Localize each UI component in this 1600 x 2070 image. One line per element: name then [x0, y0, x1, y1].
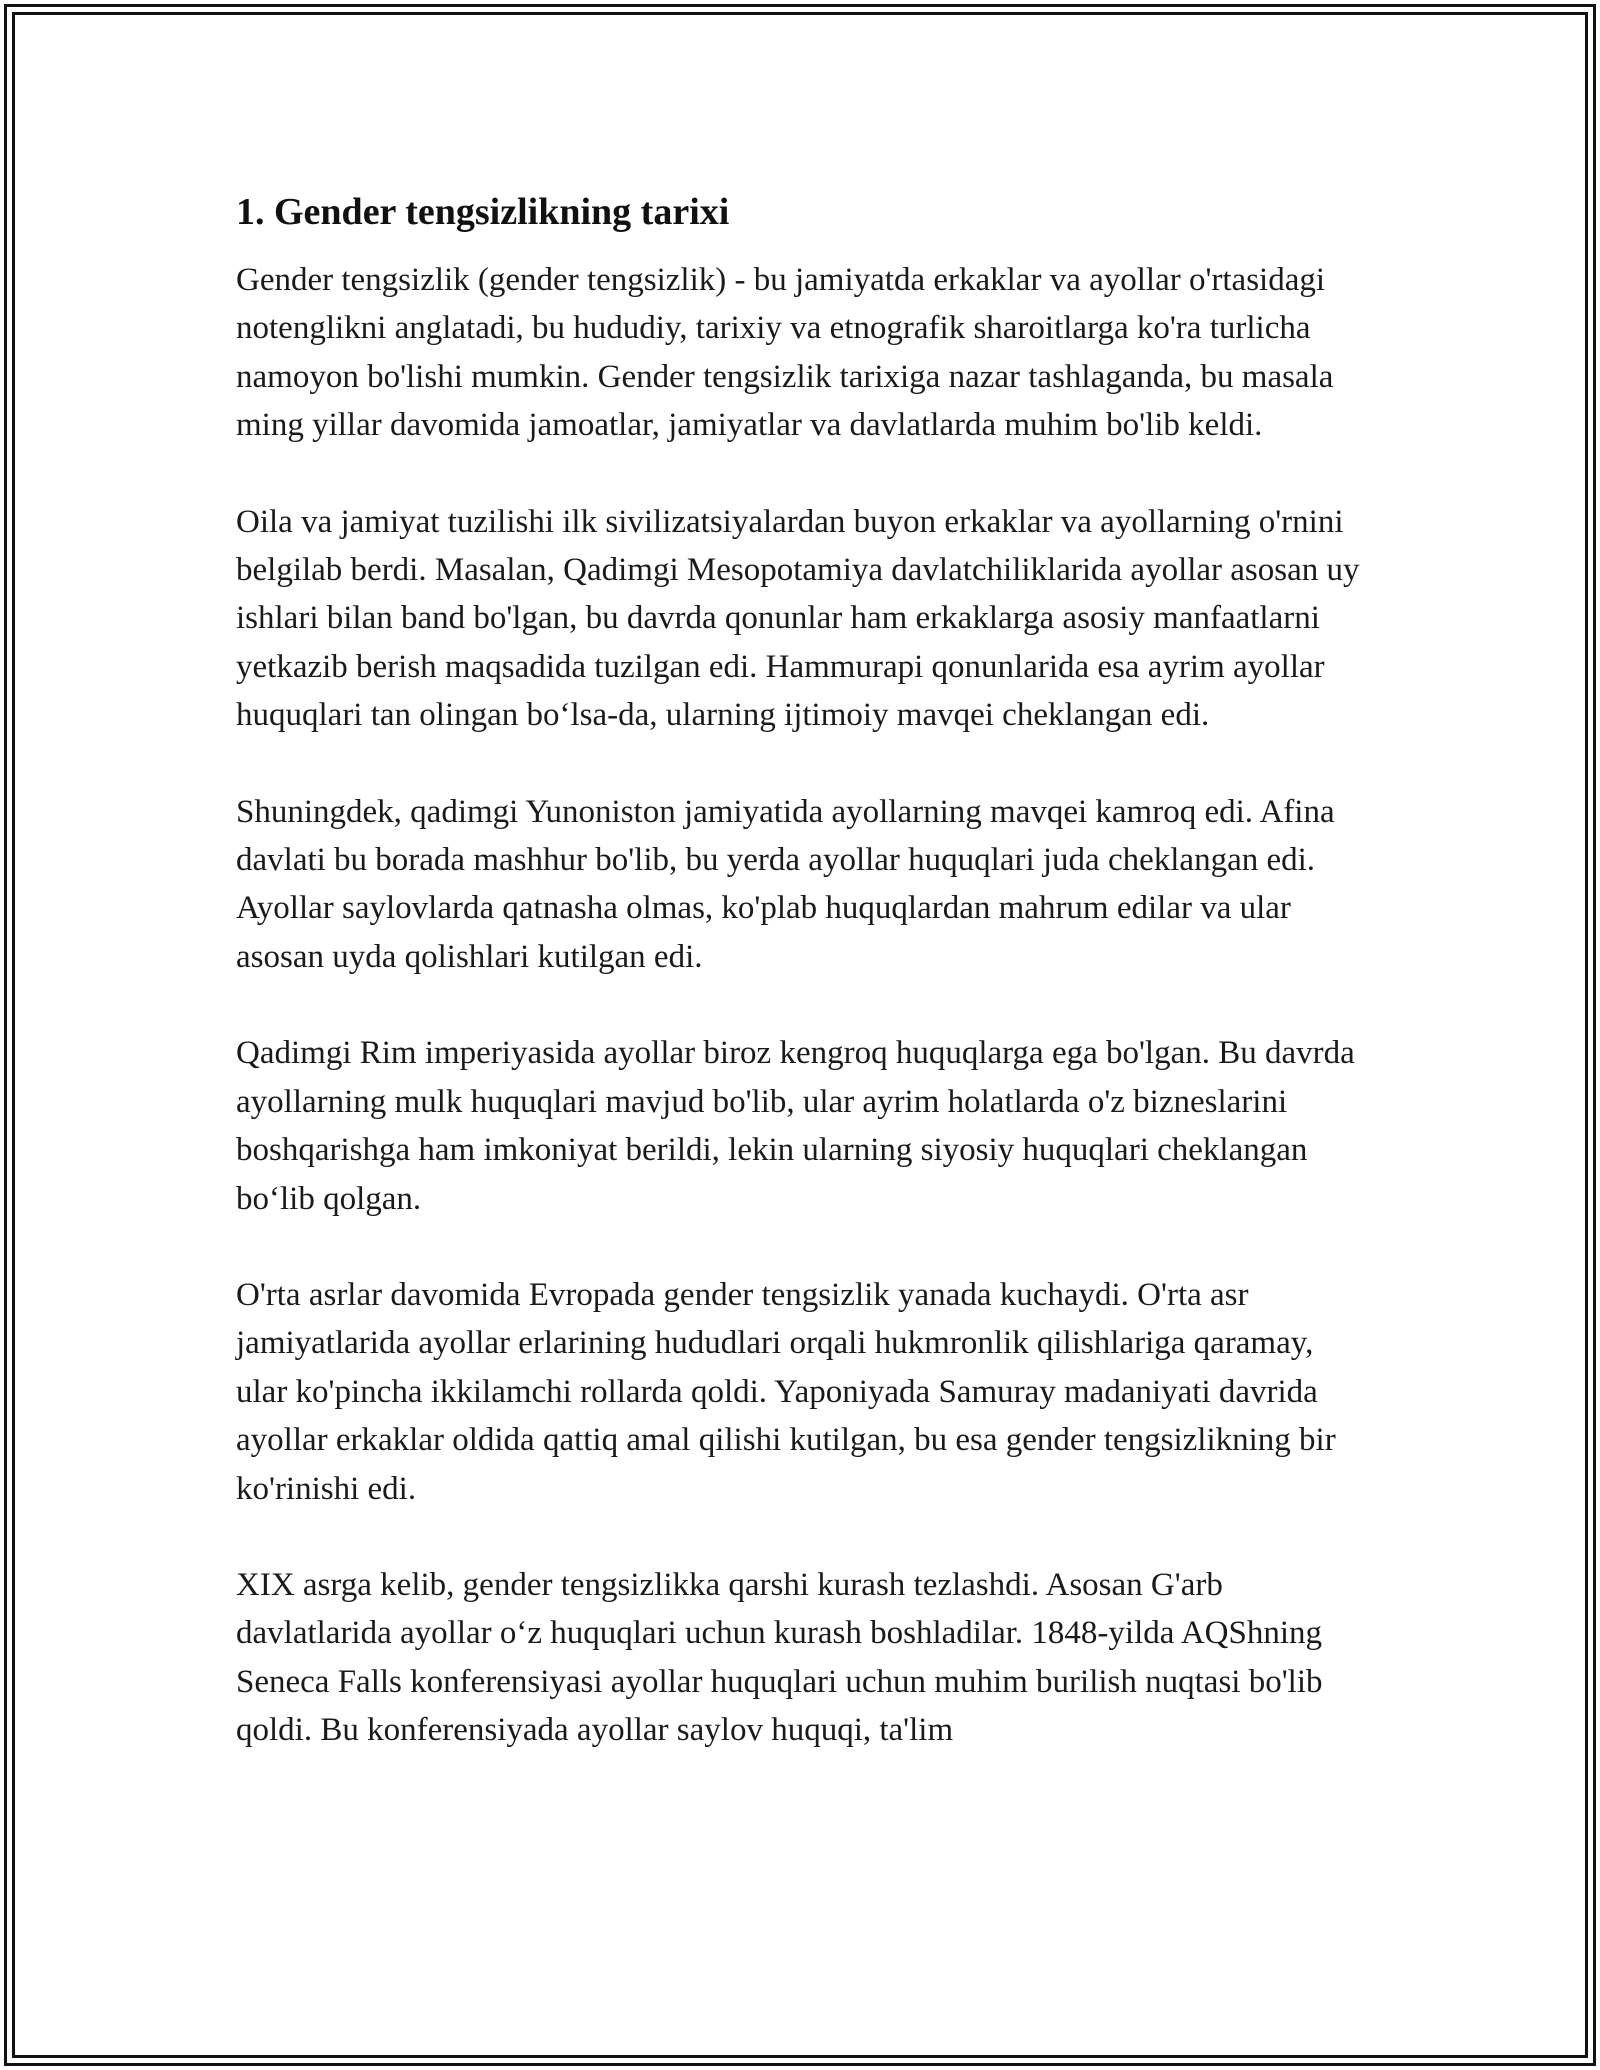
paragraph-2: Oila va jamiyat tuzilishi ilk sivilizatsiyalardan buyon erkaklar va ayollarning o'rnini belgilab berdi. Masalan, Qadimgi Mesopotamiya davlatchiliklarida ayollar asosan uy ishlari bilan band bo'lgan, bu davrda qonunlar ham erkaklarga asosiy manfaatlarni yetkazib berish maqsadida tuzilgan edi. Hammurapi qonunlarida esa ayrim ayollar huquqlari tan olingan bo‘lsa-da, ularning ijtimoiy mavqei cheklangan edi. — [236, 503, 1360, 734]
paragraph-4: Qadimgi Rim imperiyasida ayollar biroz kengroq huquqlarga ega bo'lgan. Bu davrda ayollarning mulk huquqlari mavjud bo'lib, ular ayrim holatlarda o'z bizneslarini boshqarishga ham imkoniyat berildi, lekin ularning siyosiy huquqlari cheklangan bo‘lib qolgan. — [236, 1035, 1355, 1217]
paragraph-1: Gender tengsizlik (gender tengsizlik) - bu jamiyatda erkaklar va ayollar o'rtasidagi notenglikni anglatadi, bu hududiy, tarixiy va etnografik sharoitlarga ko'ra turlicha namoyon bo'lishi mumkin. Gender tengsizlik tarixiga nazar tashlaganda, bu masala ming yillar davomida jamoatlar, jamiyatlar va davlatlarda muhim bo'lib keldi. — [236, 262, 1334, 444]
page-title: 1. Gender tengsizlikning tarixi — [236, 191, 730, 233]
document-body — [236, 186, 1366, 1755]
paragraph-5: O'rta asrlar davomida Evropada gender tengsizlik yanada kuchaydi. O'rta asr jamiyatlarida ayollar erlarining hududlari orqali hukmronlik qilishlariga qaramay, ular ko'pincha ikkilamchi rollarda qoldi. Yaponiyada Samuray madaniyati davrida ayollar erkaklar oldida qattiq amal qilishi kutilgan, bu esa gender tengsizlikning bir ko'rinishi edi. — [236, 1276, 1336, 1507]
paragraph-6: XIX asrga kelib, gender tengsizlikka qarshi kurash tezlashdi. Asosan G'arb davlatlarida ayollar o‘z huquqlari uchun kurash boshladilar. 1848-yilda AQShning Seneca Falls konferensiyasi ayollar huquqlari uchun muhim burilish nuqtasi bo'lib qoldi. Bu konferensiyada ayollar saylov huquqi, ta'lim — [236, 1566, 1323, 1749]
paragraph-3: Shuningdek, qadimgi Yunoniston jamiyatida ayollarning mavqei kamroq edi. Afina davlati bu borada mashhur bo'lib, bu yerda ayollar huquqlari juda cheklangan edi. Ayollar saylovlarda qatnasha olmas, ko'plab huquqlardan mahrum edilar va ular asosan uyda qolishlari kutilgan edi. — [236, 793, 1335, 975]
